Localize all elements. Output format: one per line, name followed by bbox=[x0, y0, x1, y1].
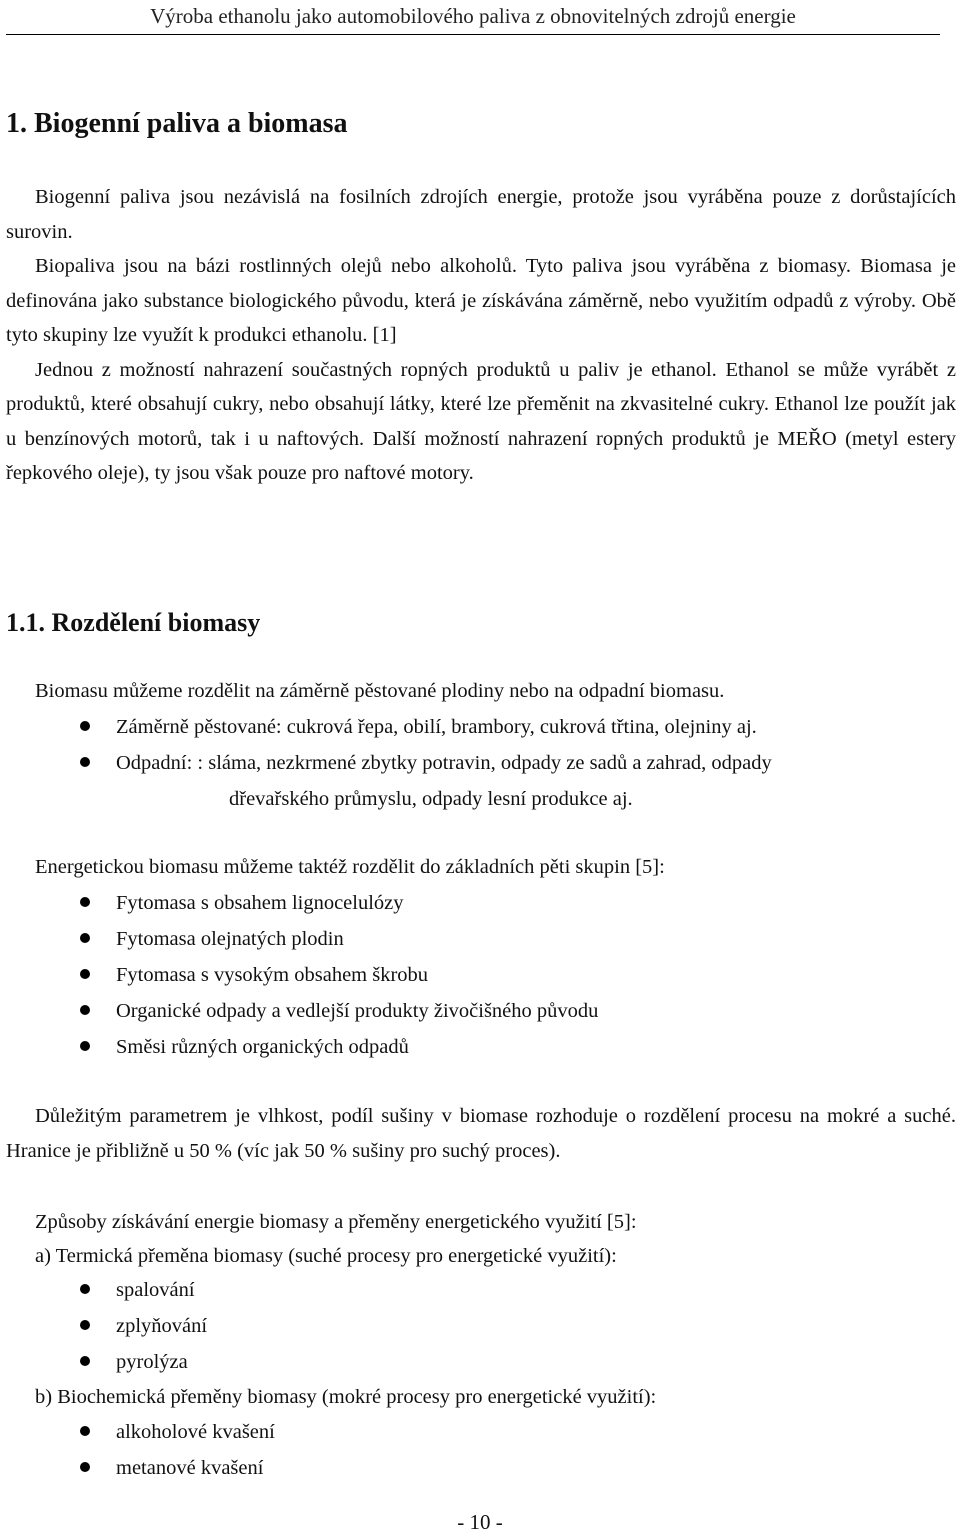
bullet-icon bbox=[80, 1462, 90, 1472]
paragraph-biogenic: Biogenní paliva jsou nezávislá na fosilních zdrojích energie, protože jsou vyráběna pouze z dorůstajících surovin. bbox=[6, 186, 956, 243]
list-item: Směsi různých organických odpadů bbox=[6, 1029, 956, 1065]
paragraph-ethanol: Jednou z možností nahrazení součastných ropných produktů u paliv je ethanol. Ethanol se může vyrábět z produktů, které obsahují cukry, nebo obsahují látky, které lze přeměnit na zkvasitelné cukry. Ethanol lze použít jak u benzínových motorů, tak i u naftových. Další možností nahrazení ropných produktů je MEŘO (metyl estery řepkového oleje), ty jsou však pouze pro naftové motory. bbox=[6, 358, 956, 484]
bullet-icon bbox=[80, 1284, 90, 1294]
bullet-icon bbox=[80, 969, 90, 979]
bullet-icon bbox=[80, 897, 90, 907]
list-item: pyrolýza bbox=[6, 1344, 956, 1380]
biochem-title: b) Biochemická přeměny biomasy (mokré procesy pro energetické využití): bbox=[35, 1386, 657, 1408]
bullet-icon bbox=[80, 1005, 90, 1015]
bullet-icon bbox=[80, 1356, 90, 1366]
section-1-heading: 1. Biogenní paliva a biomasa bbox=[6, 108, 348, 139]
biomass-types-list bbox=[6, 709, 956, 781]
thermal-title: a) Termická přeměna biomasy (suché procesy pro energetické využití): bbox=[35, 1245, 617, 1267]
paragraph-biofuels: Biopaliva jsou na bázi rostlinných olejů nebo alkoholů. Tyto paliva jsou vyráběna z biomasy. Biomasa je definována jako substance biologického původu, která je získávána záměrně, nebo využitím odpadů z výroby. Obě tyto skupiny lze využít k produkci ethanolu. [1] bbox=[6, 255, 956, 346]
biochem-list bbox=[6, 1414, 956, 1486]
list-item: Fytomasa s vysokým obsahem škrobu bbox=[6, 957, 956, 993]
list-item: zplyňování bbox=[6, 1308, 956, 1344]
bullet-icon bbox=[80, 1320, 90, 1330]
bullet-icon bbox=[80, 757, 90, 767]
page-number: - 10 - bbox=[457, 1510, 503, 1534]
moisture-paragraph: Důležitým parametrem je vlhkost, podíl sušiny v biomase rozhoduje o rozdělení procesu na mokré a suché. Hranice je přibližně u 50 % (víc jak 50 % sušiny pro suchý proces). bbox=[6, 1105, 956, 1162]
section-1-body bbox=[6, 180, 956, 491]
list-item: Odpadní: : sláma, nezkrmené zbytky potravin, odpady ze sadů a zahrad, odpady bbox=[6, 745, 956, 781]
list-item: Fytomasa s obsahem lignocelulózy bbox=[6, 885, 956, 921]
list-item: metanové kvašení bbox=[6, 1450, 956, 1486]
methods-intro: Způsoby získávání energie biomasy a přeměny energetického využití [5]: bbox=[35, 1211, 637, 1233]
groups-intro: Energetickou biomasu můžeme taktéž rozdělit do základních pěti skupin [5]: bbox=[35, 856, 665, 878]
list-item: alkoholové kvašení bbox=[6, 1414, 956, 1450]
bullet-icon bbox=[80, 1041, 90, 1051]
list-item: spalování bbox=[6, 1272, 956, 1308]
list-item: Organické odpady a vedlejší produkty živočišného původu bbox=[6, 993, 956, 1029]
biomass-groups-list bbox=[6, 885, 956, 1065]
biomass-intro: Biomasu můžeme rozdělit na záměrně pěstované plodiny nebo na odpadní biomasu. bbox=[35, 680, 725, 702]
section-1-1-heading: 1.1. Rozdělení biomasy bbox=[6, 608, 261, 637]
biomass-types-continuation: dřevařského průmyslu, odpady lesní produkce aj. bbox=[229, 788, 633, 810]
list-item: Fytomasa olejnatých plodin bbox=[6, 921, 956, 957]
bullet-icon bbox=[80, 721, 90, 731]
thermal-list bbox=[6, 1272, 956, 1380]
bullet-icon bbox=[80, 933, 90, 943]
list-item: Záměrně pěstované: cukrová řepa, obilí, brambory, cukrová třtina, olejniny aj. bbox=[6, 709, 956, 745]
running-header: Výroba ethanolu jako automobilového paliva z obnovitelných zdrojů energie bbox=[6, 0, 940, 35]
bullet-icon bbox=[80, 1426, 90, 1436]
